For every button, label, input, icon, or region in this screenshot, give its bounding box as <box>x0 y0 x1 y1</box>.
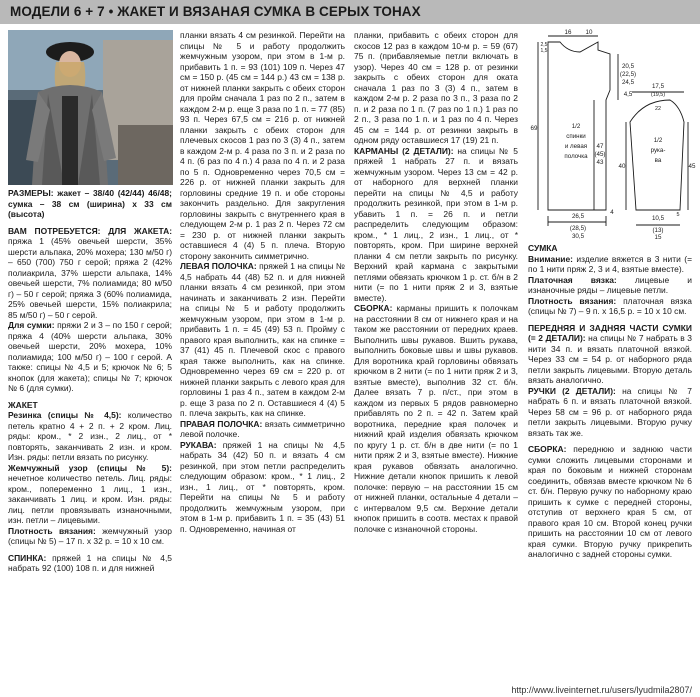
inline-label: Для сумки: <box>8 320 55 330</box>
dim-back-mid2: (45) <box>594 151 606 158</box>
section-heading: ЖАКЕТ <box>8 399 38 410</box>
section-heading: КАРМАНЫ (2 ДЕТАЛИ): <box>354 145 454 156</box>
paragraph-text: количество петель кратно 4 + 2 п. + 2 кром. Лиц. ряды: кром., * 2 изн., 2 лиц., от * повторять, заканчивать 2 изн. и кром. Изн. ряды: петли вязать по рисунку. <box>8 410 172 462</box>
column-3-text <box>354 30 518 693</box>
paragraph-text: на спицы № 5 пряжей 1 набрать 27 п. и вязать жемчужным узором. Через 13 см = 42 р. от наборного для верхней планки перейти на спицы № 4,5 и работу продолжить резинкой, при этом в 1-м р. убавить 1 п. = 26 п. и петли распределить следующим образом: кром., * 1 лиц., 2 изн., 1 лиц., от * повторять, кром. При ширине верхней планки 4 см петли закрыть по рисунку. Верхний край кармана с закрытыми петлями обвязать крючком 1 р. ст. б/н в 2 нити (= по 1 нити пряж 2 и 3, взятые вместе). <box>354 145 518 303</box>
dim-sleeve-bot2: (13) <box>652 227 664 234</box>
dim-sleeve-side2: 5 <box>676 212 680 218</box>
paragraph-text: пряжи 2 и 3 – по 150 г серой; пряжа 4 (40% шерсти альпака, 30% овечьей шерсти, 20% мохера, 10% полиамида; 100 м/50 г) – 100 г серой. А также: спицы № 4,5 и 5; крючок № 6; 5 кнопок (для жакета); спицы № 7; крючок № 6 (для сумки). <box>8 320 172 393</box>
dim-back-bot1: 26,5 <box>571 213 585 220</box>
inline-label: Платочная вязка: <box>528 274 617 285</box>
paragraph-text: жемчужный узор (спицы № 5) – 17 п. х 32 р. = 10 х 10 см. <box>8 525 172 546</box>
paragraph-text: пряжей 1 на спицы № 4,5 набрать 92 (100) 108 п. и для нижней <box>8 552 172 573</box>
dim-neck-1: 2,5 <box>540 42 548 48</box>
dim-sleeve-top3: 22 <box>655 106 661 112</box>
schematic-diagram-svg <box>528 29 696 241</box>
dim-back-mid3: 43 <box>596 159 604 166</box>
dim-sleeve-top1: 17,5 <box>651 83 665 90</box>
paragraph-text: лицевые и изнаночные ряды – лицевые петли. <box>528 274 692 295</box>
inline-label: Жемчужный узор (спицы № 5): <box>8 462 172 473</box>
section-heading: СПИНКА: <box>8 552 47 563</box>
watermark-url: http://www.liveinternet.ru/users/lyudmila2807/ <box>511 685 692 695</box>
dim-sleeve-left: 40 <box>618 163 626 170</box>
paragraph-text: карманы пришить к полочкам на расстоянии 8 см от нижнего края и на таком же расстоянии от передних краев. Выполнить швы рукавов. Вшить рукава, выполнить боковые швы и швы рукавов. Для воротника край горловины обвязать крючком в 2 нити (= по 1 нити пряж 2 и 3, взятые вместе), выполнив 32 ст. б/н. Далее вязать 7 р. п/ст., при этом в каждом из первых 5 рядов равномерно прибавлять по 2 п. = 42 п. Затем край воротника, передние края полочек и нижний край изделия обвязать крючком по кругу 1 р. ст. б/н в две нити (= по 1 нити пряж 2 и 3, взятые вместе). Нижние края рукавов обвязать аналогично. Нижние детали кнопок пришить к левой полочке: первую – на расстоянии 15 см от нижней планки, остальные 4 детали – с интервалом 9,5 см. Верхние детали кнопок пришить в соотв. местах к правой полочке с изнаночной стороны. <box>354 303 518 534</box>
dim-back-left: 69 <box>530 125 538 132</box>
dim-neck-2: 1,5 <box>540 48 548 54</box>
paragraph <box>354 30 518 146</box>
column-2-text <box>180 30 345 693</box>
paragraph <box>354 303 518 534</box>
paragraph-text: пряжей 1 на спицы № 4,5 набрать 44 (48) 52 п. и для нижней планки вязать 4 см резинкой, при этом начинать и заканчивать 2 изн. Перейти на спицы № 5 и работу продолжить жемчужным узором, при этом в 1-м р. прибавить 1 п. = 45 (49) 53 п. Пройму с правого края выполнить, как на спинке = 37 (41) 45 п. Плечевой скос с правого края также выполнить, как на спинке. Одновременно через 69 см = 220 р. от нижней планки закрыть с левого края для горловины 1 раз 4 п., затем в каждом 2-м р. еще 3 раза по 2 п. Оставшиеся 4 (4) 5 п. плеча закрыть, как на спинке. <box>180 261 345 418</box>
dim-back-top: 16 <box>564 29 572 36</box>
paragraph <box>528 444 692 560</box>
column-1-text <box>8 188 172 693</box>
dim-back-bot2: (28,5) <box>569 225 587 232</box>
paragraph-text: планки, прибавить с обеих сторон для скосов 12 раз в каждом 10-м р. = 59 (67) 75 п. (прибавляемые петли включать в узор). Через 40 см = 128 р. от резинки закрыть с обеих сторон для оката сначала 1 раз по 3 (3) 4 п., затем в каждом 2-м р. 2 раза по 3 п., 3 раза по 2 п. и 2 раза по 1 п. (7 раз по 1 п.) 1 раз по 2 п., 3 раза по 1 п. и 1 раз по 4 п. Через 45 см = 144 р. от резинки закрыть в одном ряду оставшиеся 17 (19) 21 п. <box>354 30 518 145</box>
dim-back-right-top: 20,5 <box>621 63 635 70</box>
section-heading: ПЕРЕДНЯЯ И ЗАДНЯЯ ЧАСТИ СУМКИ (= 2 ДЕТАЛИ): <box>528 322 692 343</box>
back-label-3: и левая <box>564 143 588 150</box>
paragraph <box>8 410 172 463</box>
header-bar <box>0 0 700 24</box>
paragraph <box>8 526 172 547</box>
paragraph-text: переднюю и заднюю части сумки сложить лицевыми сторонами и края по боковым и нижней сторонам соединить, обвязав вместе крючком № 6 ст. б/н. Первую ручку по наборному краю пришить к сумке с передней стороны, отступив от верхнего края 5 см, от правого края 10 см. Второй конец ручки пришить на расстоянии 10 см от левого края сумки. Вторую ручку прикрепить аналогично с задней стороны сумки. <box>528 444 692 559</box>
paragraph-text: пряжа 1 (45% овечьей шерсти, 35% шерсти альпака, 20% мохера; 130 м/50 г) – 650 (700) 750 г серой; пряжа 2 (42% полиакрила, 37% шерсти альпака, 14% овечьей шерсти, 7% полиамида; 80 м/50 г) – 50 г серой; пряжа 3 (60% полиамида, 25% овечьей шерсти, 15% полиакрила; 85 м/50 г) – 50 г серой. <box>8 236 172 320</box>
paragraph-text: изделие вяжется в 3 нити (= по 1 нити пряж 2, 3 и 4, взятые вместе). <box>528 253 692 274</box>
paragraph <box>528 323 692 386</box>
paragraph-text: на спицы № 7 набрать 6 п. и вязать платочной вязкой. Через 58 см = 96 р. от наборного ряда петли закрыть лицевыми. Вторую ручку вязать так же. <box>528 385 692 438</box>
section-heading: РУЧКИ (2 ДЕТАЛИ): <box>528 385 616 396</box>
paragraph <box>528 254 692 275</box>
dim-back-right-mid: (22,5) <box>619 71 637 78</box>
back-label-2: спинки <box>566 133 586 140</box>
page-title: МОДЕЛИ 6 + 7 • ЖАКЕТ И ВЯЗАНАЯ СУМКА В СЕРЫХ ТОНАХ <box>10 4 421 19</box>
paragraph-text: вязать симметрично левой полочке. <box>180 418 345 439</box>
paragraph-text: на спицы № 7 набрать в 3 нити 34 п. и вязать платочной вязкой. Через 33 см = 54 р. от наборного ряда петли закрыть лицевыми. Вторую деталь вязать аналогично. <box>528 333 692 385</box>
dim-sleeve-bot1: 10,5 <box>651 215 665 222</box>
inline-label: Внимание: <box>528 253 573 264</box>
paragraph-text: планки вязать 4 см резинкой. Перейти на спицы № 5 и работу продолжить жемчужным узором, при этом в 1-м р. прибавить 1 п. = 93 (101) 109 п. Через 47 см = 150 р. (45 см = 144 р.) 43 см = 138 р. от нижней планки закрыть с обеих сторон для пройм сначала 1 раз по 2 п., затем в каждом 2-м р. еще 3 раза по 1 п. = 77 (85) 93 п. Через 67,5 см = 216 р. от нижней планки закрыть с обеих сторон для плечевых скосов 1 раз по 3 (3) 4 п., затем в каждом 2-м р. 4 раза по 3 п. и 2 раза по 4 п. (6 раз по 4 п.) 4 раза по 4 п. и 2 раза по 5 п. Одновременно через 70,5 см = 226 р. от нижней планки закрыть для горловины средние 19 п. и обе стороны закончить раздельно. Для закругления горловины закрыть с внутреннего края в следующем 2-м р. 1 раз 2 п. Через 72 см = 230 р. от нижней планки закрыть оставшиеся 4 (4) 5 п. плеча. Вторую сторону закончить симметрично. <box>180 30 345 261</box>
paragraph <box>180 440 345 535</box>
pattern-diagram <box>528 29 696 241</box>
dim-sleeve-side: 45 <box>688 163 696 170</box>
section-heading: РАЗМЕРЫ: <box>8 188 54 198</box>
paragraph <box>180 419 345 440</box>
sleeve-label-1: 1/2 <box>653 137 663 144</box>
dim-back-top-right: 10 <box>585 29 593 36</box>
back-label-1: 1/2 <box>571 123 581 130</box>
paragraph <box>8 553 172 574</box>
section-heading: ПРАВАЯ ПОЛОЧКА: <box>180 418 263 429</box>
inline-label: Плотность вязания: <box>8 525 96 536</box>
inline-label: Плотность вязания: <box>528 295 617 306</box>
model-photo <box>8 30 173 185</box>
dim-back-base: 4 <box>610 209 614 216</box>
paragraph-text: жакет – 38/40 (42/44) 46/48; сумка – 38 см (ширина) х 33 см (высота) <box>8 188 172 219</box>
section-heading: СБОРКА: <box>354 303 393 313</box>
back-label-4: полочка <box>564 153 588 160</box>
inline-label: Резинка (спицы № 4,5): <box>8 410 122 420</box>
paragraph-text: пряжей 1 на спицы № 4,5 набрать 34 (42) 50 п. и вязать 4 см резинкой, при этом петли распределить следующим образом: кром., * 1 лиц., 2 изн., 1 лиц., от * повторять, кром. Перейти на спицы № 5 и работу продолжить жемчужным узором, при этом в 1-м р. прибавить 1 п. = 35 (43) 51 п. Одновременно, начиная от <box>180 439 345 534</box>
paragraph-text: нечетное количество петель. Лиц. ряды: кром., попеременно 1 лиц., 1 изн., заканчивать 1 лиц. и кром. Изн. ряды: лиц. петли провязывать изнаночными, изн. петли – лицевыми. <box>8 473 172 525</box>
paragraph <box>354 146 518 304</box>
paragraph <box>528 386 692 439</box>
paragraph <box>8 226 172 321</box>
paragraph <box>528 296 692 317</box>
dim-back-right-bot: 24,5 <box>621 79 635 86</box>
section-heading: ЛЕВАЯ ПОЛОЧКА: <box>180 261 257 271</box>
paragraph <box>8 188 172 220</box>
paragraph <box>180 30 345 261</box>
paragraph <box>8 320 172 394</box>
column-4-text <box>528 243 692 663</box>
paragraph <box>528 243 692 254</box>
dim-sleeve-bot3: 15 <box>654 234 662 241</box>
woman-in-grey-jacket-photo <box>8 30 173 185</box>
paragraph-text: платочная вязка (спицы № 7) – 9 п. х 16,5 р. = 10 х 10 см. <box>528 295 692 316</box>
dim-back-right-side: 4,5 <box>623 91 633 98</box>
paragraph <box>8 463 172 526</box>
section-heading: ВАМ ПОТРЕБУЕТСЯ: ДЛЯ ЖАКЕТА: <box>8 225 172 236</box>
paragraph <box>528 275 692 296</box>
sleeve-label-3: ва <box>654 157 662 164</box>
dim-back-bot3: 30,5 <box>571 233 585 240</box>
section-heading: РУКАВА: <box>180 439 217 450</box>
section-heading: СБОРКА: <box>528 444 567 454</box>
dim-sleeve-top2: (19,5) <box>650 92 666 98</box>
section-heading: СУМКА <box>528 243 558 253</box>
sleeve-label-2: рука- <box>650 147 666 154</box>
dim-back-mid1: 47 <box>596 143 604 150</box>
paragraph <box>8 400 172 411</box>
paragraph <box>180 261 345 419</box>
